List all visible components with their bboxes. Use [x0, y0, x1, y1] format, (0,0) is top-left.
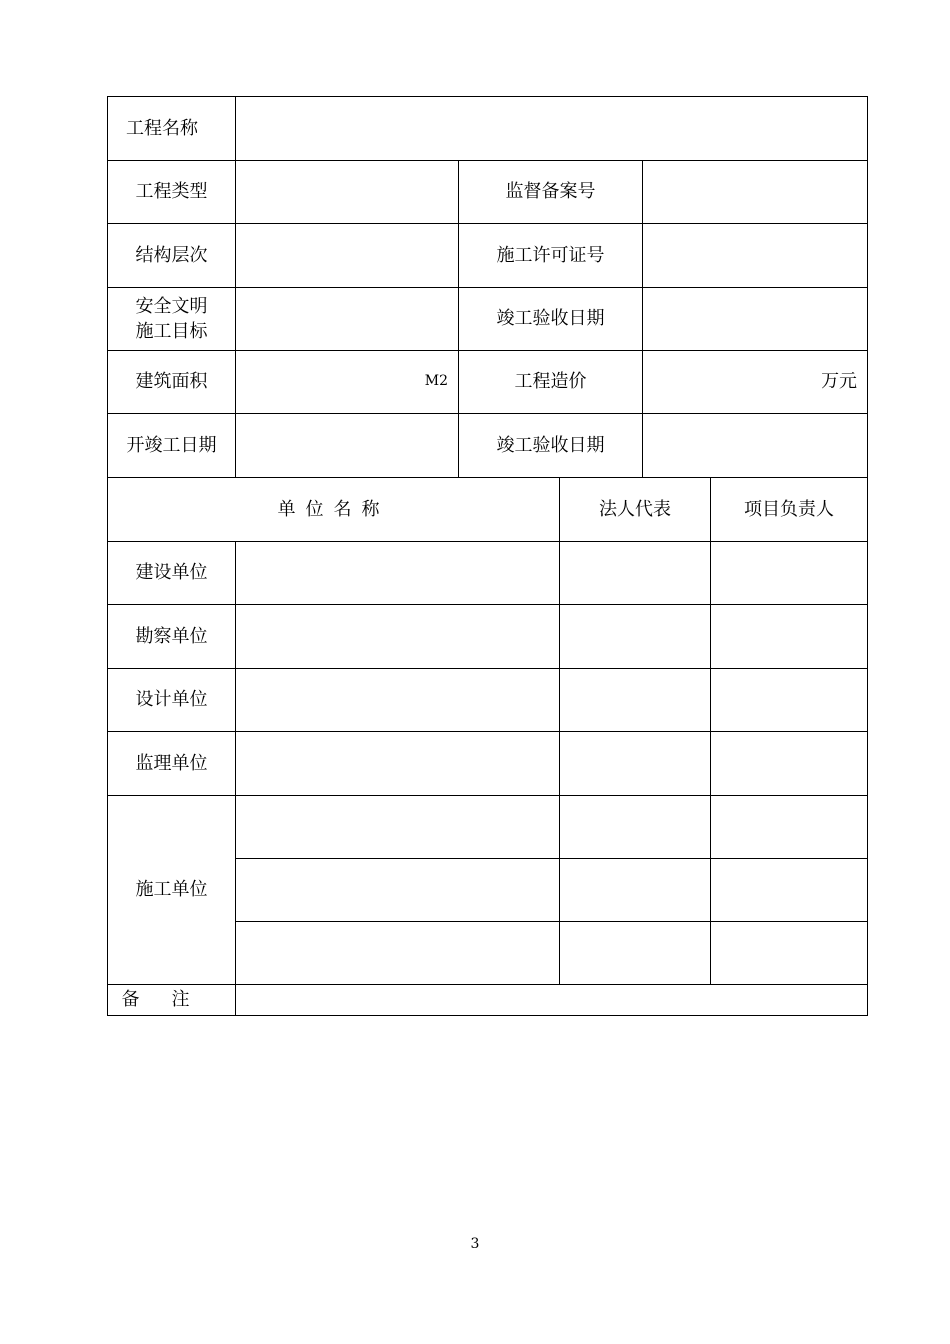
supervision-record-value[interactable]	[643, 161, 868, 224]
header-legal-rep: 法人代表	[560, 478, 711, 542]
contractor-3-unit-name[interactable]	[236, 922, 560, 985]
remarks-value[interactable]	[236, 985, 868, 1016]
building-area-unit: M2	[424, 373, 448, 390]
remarks-label: 备注	[108, 985, 236, 1016]
contractor-1-unit-name[interactable]	[236, 796, 560, 859]
construction-permit-value[interactable]	[643, 224, 868, 288]
row-contractor-1	[108, 796, 868, 859]
design-legal-rep[interactable]	[560, 669, 711, 732]
contractor-1-legal-rep[interactable]	[560, 796, 711, 859]
units-header-row	[108, 478, 868, 542]
project-name-value[interactable]	[236, 97, 868, 161]
building-area-value[interactable]	[236, 351, 459, 414]
safety-target-line1: 安全文明	[135, 296, 208, 317]
row-project-name	[108, 97, 868, 161]
project-cost-value[interactable]	[643, 351, 868, 414]
unit-label-supervision: 监理单位	[108, 732, 236, 796]
start-end-date-label: 开竣工日期	[108, 414, 236, 478]
start-end-date-value[interactable]	[236, 414, 459, 478]
header-project-lead: 项目负责人	[711, 478, 868, 542]
row-remarks	[108, 985, 868, 1016]
completion-acceptance-date-value[interactable]	[643, 288, 868, 351]
supervision-legal-rep[interactable]	[560, 732, 711, 796]
building-area-label: 建筑面积	[108, 351, 236, 414]
header-unit-name: 单位名称	[108, 478, 560, 542]
owner-legal-rep[interactable]	[560, 542, 711, 605]
row-start-end-date	[108, 414, 868, 478]
contractor-2-project-lead[interactable]	[711, 859, 868, 922]
contractor-2-legal-rep[interactable]	[560, 859, 711, 922]
project-cost-unit: 万元	[821, 371, 858, 393]
project-type-value[interactable]	[236, 161, 459, 224]
supervision-unit-name[interactable]	[236, 732, 560, 796]
project-cost-label: 工程造价	[459, 351, 643, 414]
row-project-type	[108, 161, 868, 224]
contractor-3-project-lead[interactable]	[711, 922, 868, 985]
unit-label-design: 设计单位	[108, 669, 236, 732]
unit-label-contractor: 施工单位	[108, 796, 236, 985]
page-number: 3	[470, 1236, 480, 1252]
survey-unit-name[interactable]	[236, 605, 560, 669]
row-survey-unit	[108, 605, 868, 669]
structure-floors-value[interactable]	[236, 224, 459, 288]
survey-legal-rep[interactable]	[560, 605, 711, 669]
survey-project-lead[interactable]	[711, 605, 868, 669]
owner-unit-name[interactable]	[236, 542, 560, 605]
supervision-project-lead[interactable]	[711, 732, 868, 796]
project-info-form	[107, 96, 868, 1016]
safety-target-label	[108, 288, 236, 351]
row-structure-floors	[108, 224, 868, 288]
project-name-label: 工程名称	[108, 97, 236, 161]
contractor-1-project-lead[interactable]	[711, 796, 868, 859]
structure-floors-label: 结构层次	[108, 224, 236, 288]
row-safety-target	[108, 288, 868, 351]
supervision-record-label: 监督备案号	[459, 161, 643, 224]
completion-acceptance-date-value-2[interactable]	[643, 414, 868, 478]
design-project-lead[interactable]	[711, 669, 868, 732]
row-construction-owner	[108, 542, 868, 605]
safety-target-value[interactable]	[236, 288, 459, 351]
owner-project-lead[interactable]	[711, 542, 868, 605]
contractor-3-legal-rep[interactable]	[560, 922, 711, 985]
unit-label-survey: 勘察单位	[108, 605, 236, 669]
design-unit-name[interactable]	[236, 669, 560, 732]
completion-acceptance-date-label: 竣工验收日期	[459, 288, 643, 351]
row-design-unit	[108, 669, 868, 732]
contractor-2-unit-name[interactable]	[236, 859, 560, 922]
project-type-label: 工程类型	[108, 161, 236, 224]
completion-acceptance-date-label-2: 竣工验收日期	[459, 414, 643, 478]
safety-target-line2: 施工目标	[135, 321, 208, 342]
row-supervision-unit	[108, 732, 868, 796]
row-building-area	[108, 351, 868, 414]
construction-permit-label: 施工许可证号	[459, 224, 643, 288]
unit-label-owner: 建设单位	[108, 542, 236, 605]
